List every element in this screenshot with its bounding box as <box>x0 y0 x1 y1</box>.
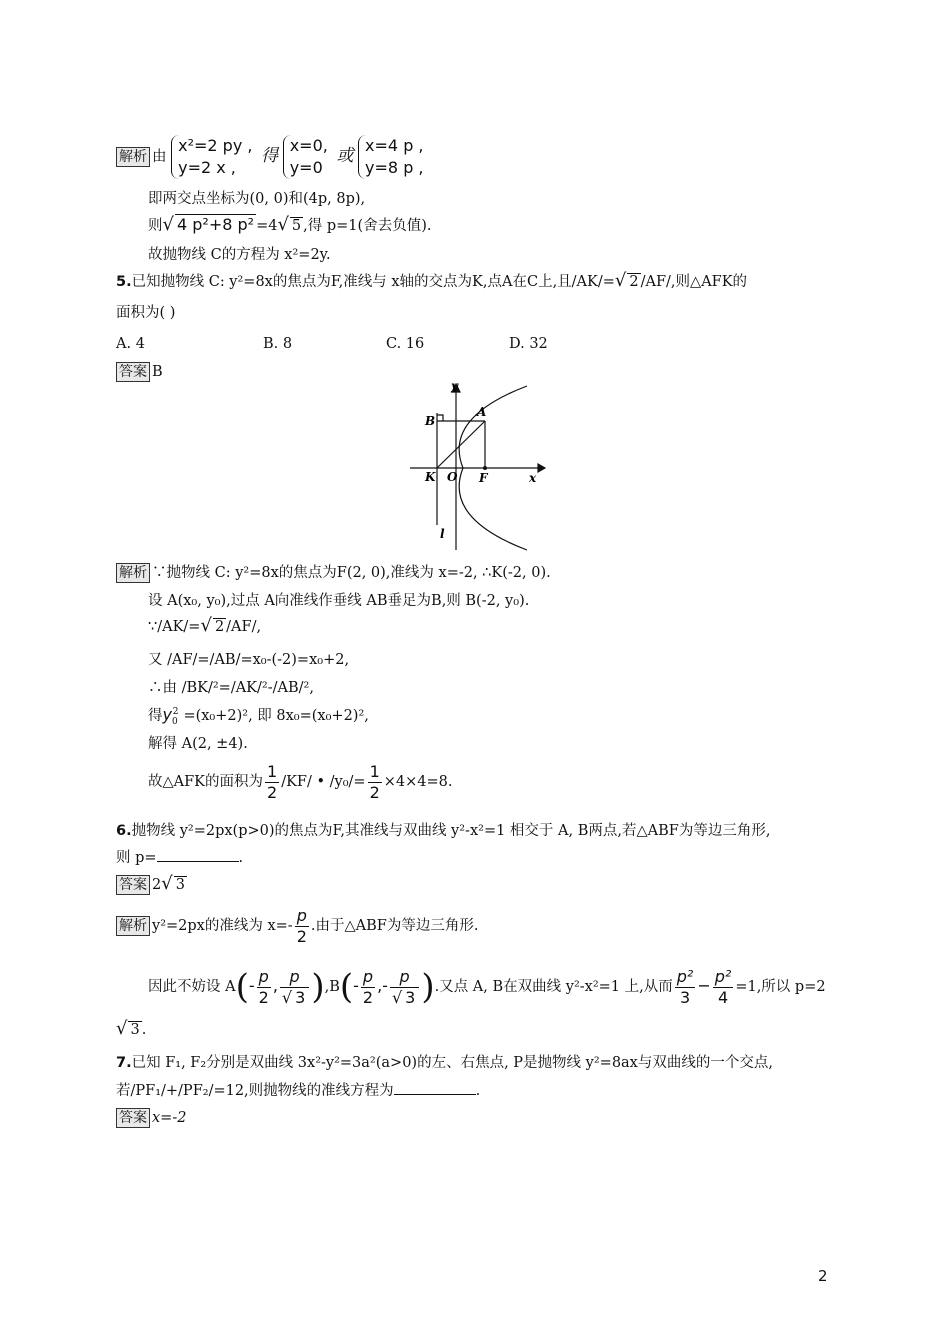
label-k: K <box>425 470 436 484</box>
q6-solution-line2: 因此不妨设 A(- $\frac{p}{2}$ , $\frac{p}{√ 3}$ ),B(- $\frac{p}{2}$ ,- $\frac{p}{√ 3}$ ).又点 A, B在双曲线 y²-x²=1 上,从而 $\frac{\text{p²}}{3}$ − $\frac{\text{p²}}{4}$ =1,所以 p=2 <box>148 966 826 1007</box>
q7-stem-line2: 若/PF₁/+/PF₂/=12,则抛物线的准线方程为 . <box>116 1080 480 1102</box>
q5-option-a: A. 4 <box>116 336 145 352</box>
q5-answer: 答案 B <box>116 361 163 383</box>
parabola-figure <box>405 378 555 553</box>
equation-system: x=4 p , y=8 p , <box>358 135 427 179</box>
answer-blank <box>394 1080 476 1095</box>
equation-system: x²=2 py , y=2 x , <box>171 135 256 179</box>
point-f <box>483 466 487 470</box>
q5-option-b: B. 8 <box>263 336 293 352</box>
q6-answer: 答案 2√ 3 <box>116 873 187 896</box>
q5-option-d: D. 32 <box>509 336 548 352</box>
q5-solution-line4: 又 /AF/=/AB/=x₀-(-2)=x₀+2, <box>148 652 350 668</box>
q7-answer: 答案 x=-2 <box>116 1107 186 1129</box>
label-b: B <box>425 414 436 428</box>
label-x: x <box>529 471 537 485</box>
label-o: O <box>447 470 458 484</box>
q6-stem: 6.抛物线 y²=2px(p>0)的焦点为F,其准线与双曲线 y²-x²=1 相交于 A, B两点,若△ABF为等边三角形, <box>116 823 771 839</box>
q7-stem: 7.已知 F₁, F₂分别是双曲线 3x²-y²=3a²(a>0)的左、右焦点, P是抛物线 y²=8ax与双曲线的一个交点, <box>116 1055 773 1071</box>
x-axis-arrow <box>538 464 545 472</box>
q5-stem-line2: 面积为( ) <box>116 305 176 321</box>
q5-solution-line7: 解得 A(2, ±4). <box>148 736 248 752</box>
q5-solution-line3: ∵/AK/=√ 2 /AF/, <box>148 615 262 636</box>
equation-system: x=0, y=0 <box>283 135 332 179</box>
label-y: y <box>451 379 458 393</box>
answer-tag: 答案 <box>116 1108 150 1128</box>
label-f: F <box>479 471 488 485</box>
q5-solution-line5: ∴由 /BK/²=/AK/²-/AB/², <box>148 680 314 696</box>
right-angle-mark <box>437 415 443 421</box>
q4-solution-line4: 故抛物线 C的方程为 x²=2y. <box>148 247 331 263</box>
analysis-tag: 解析 <box>116 563 150 583</box>
analysis-tag: 解析 <box>116 147 150 167</box>
q5-stem: 5.已知抛物线 C: y²=8x的焦点为F,准线与 x轴的交点为K,点A在C上,且/AK/=√ 2 /AF/,则△AFK的 <box>116 270 748 291</box>
answer-blank <box>157 847 239 862</box>
page-number: 2 <box>818 1267 828 1285</box>
q4-solution-line2: 即两交点坐标为(0, 0)和(4p, 8p), <box>148 191 366 207</box>
q5-solution-line2: 设 A(x₀, y₀),过点 A向准线作垂线 AB垂足为B,则 B(-2, y₀). <box>148 593 530 609</box>
q6-solution-line3: √ 3 . <box>116 1018 147 1039</box>
q6-solution-line1: 解析 y²=2px的准线为 x=- $\frac{p}{2}$ .由于△ABF为等边三角形. <box>116 904 478 948</box>
label-l: l <box>440 527 445 541</box>
label-a: A <box>477 405 487 419</box>
q5-solution-line6: 得$y_0^2 =(x_0+2)^2$, 即 8x₀=(x₀+2)², <box>148 705 369 727</box>
q6-stem-line2: 则 p= . <box>116 847 243 869</box>
answer-tag: 答案 <box>116 875 150 895</box>
q4-solution-line3: 则√ 4 p²+8 p² =4√ 5 ,得 p=1(舍去负值). <box>148 214 432 235</box>
q4-solution-line1: 解析 由 x²=2 py , y=2 x , 得 x=0, y=0 或 x=4 p , y=8 p , <box>116 134 428 179</box>
answer-tag: 答案 <box>116 362 150 382</box>
q5-option-c: C. 16 <box>386 336 425 352</box>
q5-solution-line1: 解析 ∵抛物线 C: y²=8x的焦点为F(2, 0),准线为 x=-2, ∴K(-2, 0). <box>116 562 551 584</box>
q5-solution-line8: 故△AFK的面积为 $\frac{1}{2}$ /KF/ • /y₀/= $\frac{1}{2}$ ×4×4=8. <box>148 761 453 802</box>
analysis-tag: 解析 <box>116 916 150 936</box>
